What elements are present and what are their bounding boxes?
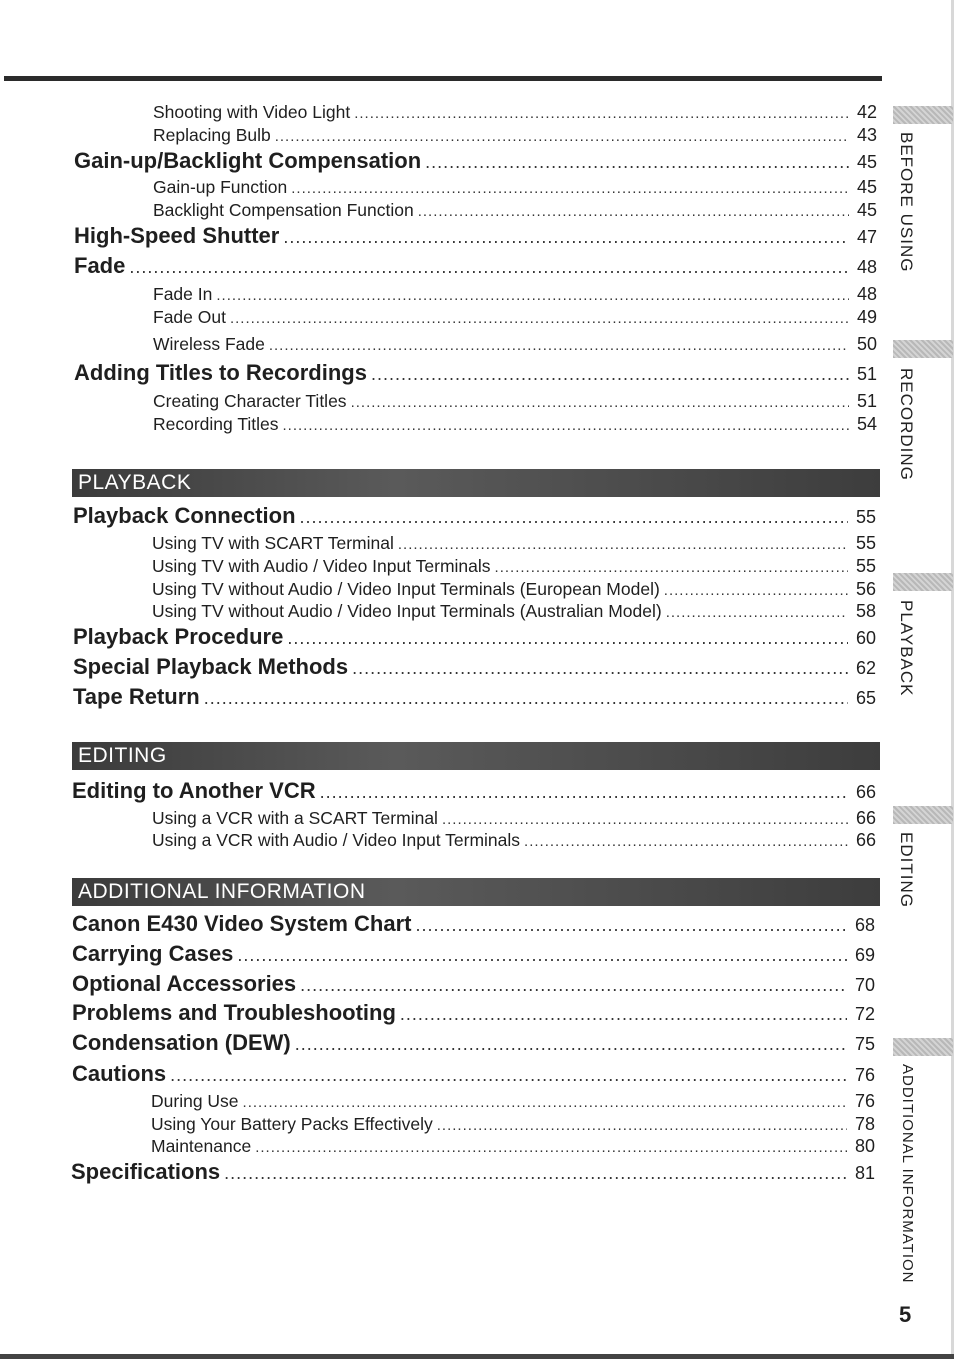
toc-title: Optional Accessories [72, 971, 297, 996]
toc-title: Using TV with SCART Terminal [152, 533, 394, 553]
toc-entry[interactable] [72, 1000, 875, 1028]
leader-dots [230, 310, 849, 327]
toc-page: 55 [855, 507, 876, 527]
toc-entry[interactable] [73, 684, 876, 712]
toc-title: Recording Titles [153, 414, 279, 434]
toc-entry[interactable] [152, 556, 876, 578]
leader-dots [295, 1034, 847, 1055]
toc-entry[interactable] [72, 1061, 875, 1089]
toc-title: During Use [151, 1091, 239, 1111]
toc-entry[interactable] [74, 223, 877, 251]
leader-dots [398, 536, 848, 553]
toc-entry[interactable] [72, 911, 875, 939]
toc-page: 50 [856, 334, 877, 354]
section-header-playback [72, 469, 880, 497]
toc-page: 62 [855, 658, 876, 678]
leader-dots [664, 582, 848, 599]
leader-dots [442, 811, 848, 828]
top-rule [4, 76, 882, 81]
leader-dots [282, 417, 849, 434]
toc-page: 55 [855, 533, 876, 553]
side-tab-marker [893, 106, 953, 124]
toc-page: 54 [856, 414, 877, 434]
toc-entry[interactable] [153, 334, 877, 356]
toc-title: Wireless Fade [153, 334, 265, 354]
section-header-editing [72, 742, 880, 770]
leader-dots [283, 227, 849, 248]
side-tab-marker [893, 340, 953, 358]
section-header-label: EDITING [78, 744, 167, 767]
leader-dots [129, 257, 849, 278]
toc-entry[interactable] [153, 200, 877, 222]
leader-dots [300, 507, 848, 528]
toc-entry[interactable] [151, 1114, 875, 1136]
toc-page: 75 [854, 1034, 875, 1054]
toc-page: 81 [854, 1163, 875, 1183]
toc-page: 56 [855, 579, 876, 599]
toc-entry[interactable] [71, 1159, 875, 1187]
leader-dots [437, 1117, 847, 1134]
toc-title: Cautions [72, 1061, 167, 1086]
toc-page: 45 [856, 200, 877, 220]
toc-page: 76 [854, 1065, 875, 1085]
leader-dots [269, 337, 849, 354]
side-tab-marker [893, 1038, 953, 1056]
side-tab-before-using: BEFORE USING [897, 132, 916, 273]
leader-dots [400, 1004, 847, 1025]
toc-title: Editing to Another VCR [72, 778, 316, 803]
leader-dots [352, 658, 848, 679]
leader-dots [320, 782, 848, 803]
toc-entry[interactable] [73, 503, 876, 531]
leader-dots [371, 364, 849, 385]
leader-dots [255, 1139, 847, 1156]
toc-title: Using a VCR with Audio / Video Input Terminals [152, 830, 521, 850]
toc-title: Replacing Bulb [153, 125, 271, 145]
leader-dots [418, 203, 849, 220]
toc-entry[interactable] [152, 830, 876, 852]
toc-title: Gain-up/Backlight Compensation [74, 148, 422, 173]
toc-title: Tape Return [73, 684, 200, 709]
toc-title: Carrying Cases [72, 941, 234, 966]
toc-page: 58 [855, 601, 876, 621]
toc-page: 66 [855, 830, 876, 850]
leader-dots [275, 128, 849, 145]
toc-title: High-Speed Shutter [74, 223, 280, 248]
side-tab-editing: EDITING [897, 832, 916, 908]
toc-page: 76 [854, 1091, 875, 1111]
toc-title: Maintenance [151, 1136, 252, 1156]
side-tab-marker [893, 573, 953, 591]
toc-title: Using Your Battery Packs Effectively [151, 1114, 433, 1134]
toc-title: Using TV without Audio / Video Input Terminals (Australian Model) [152, 601, 662, 621]
toc-entry[interactable] [153, 391, 877, 413]
toc-page: 69 [854, 945, 875, 965]
toc-page: 72 [854, 1004, 875, 1024]
toc-title: Using a VCR with a SCART Terminal [152, 808, 438, 828]
leader-dots [224, 1163, 847, 1184]
page-edge-bottom [0, 1354, 954, 1359]
toc-entry[interactable] [153, 102, 877, 124]
toc-entry[interactable] [153, 125, 877, 147]
toc-entry[interactable] [72, 778, 876, 806]
leader-dots [495, 559, 848, 576]
toc-entry[interactable] [74, 148, 877, 176]
toc-page: 60 [855, 628, 876, 648]
toc-entry[interactable] [153, 284, 877, 306]
toc-title: Specifications [71, 1159, 221, 1184]
leader-dots [416, 915, 848, 936]
leader-dots [243, 1094, 847, 1111]
toc-entry[interactable] [151, 1136, 875, 1158]
toc-title: Using TV with Audio / Video Input Terminals [152, 556, 491, 576]
toc-page: 42 [856, 102, 877, 122]
toc-entry[interactable] [152, 579, 876, 601]
toc-title: Backlight Compensation Function [153, 200, 414, 220]
toc-entry[interactable] [152, 808, 876, 830]
toc-title: Fade [74, 253, 126, 278]
toc-entry[interactable] [153, 414, 877, 436]
toc-title: Creating Character Titles [153, 391, 347, 411]
toc-title: Condensation (DEW) [72, 1030, 291, 1055]
toc-page: 78 [854, 1114, 875, 1134]
toc-page: 45 [856, 177, 877, 197]
side-tab-recording: RECORDING [897, 368, 916, 481]
side-tab-additional-information: ADDITIONAL INFORMATION [899, 1064, 916, 1284]
toc-title: Fade In [153, 284, 213, 304]
toc-page: 51 [856, 364, 877, 384]
toc-entry[interactable] [73, 654, 876, 682]
toc-title: Adding Titles to Recordings [74, 360, 367, 385]
toc-entry[interactable] [74, 360, 877, 388]
leader-dots [287, 628, 848, 649]
toc-page: 48 [856, 284, 877, 304]
leader-dots [204, 688, 848, 709]
section-header-label: PLAYBACK [78, 471, 192, 494]
toc-entry[interactable] [72, 941, 875, 969]
leader-dots [300, 975, 847, 996]
section-header-label: ADDITIONAL INFORMATION [78, 880, 366, 903]
toc-page: 51 [856, 391, 877, 411]
section-header-additional-information [72, 878, 880, 906]
leader-dots [170, 1065, 847, 1086]
toc-title: Problems and Troubleshooting [72, 1000, 396, 1025]
toc-title: Canon E430 Video System Chart [72, 911, 412, 936]
toc-entry[interactable] [72, 971, 875, 999]
toc-entry[interactable] [153, 307, 877, 329]
toc-title: Using TV without Audio / Video Input Terminals (European Model) [152, 579, 660, 599]
toc-entry[interactable] [152, 601, 876, 623]
toc-page: 55 [855, 556, 876, 576]
toc-entry[interactable] [152, 533, 876, 555]
toc-page: 66 [855, 782, 876, 802]
leader-dots [351, 394, 849, 411]
toc-entry[interactable] [72, 1030, 875, 1058]
toc-title: Special Playback Methods [73, 654, 349, 679]
leader-dots [216, 287, 849, 304]
leader-dots [425, 152, 849, 173]
toc-page: 70 [854, 975, 875, 995]
toc-page: 48 [856, 257, 877, 277]
toc-page: 68 [854, 915, 875, 935]
toc-page: 66 [855, 808, 876, 828]
toc-entry[interactable] [73, 624, 876, 652]
toc-page: 80 [854, 1136, 875, 1156]
side-tab-marker [893, 806, 953, 824]
page-number: 5 [899, 1302, 912, 1327]
leader-dots [666, 604, 848, 621]
toc-page: 49 [856, 307, 877, 327]
side-tab-playback: PLAYBACK [897, 600, 916, 697]
leader-dots [237, 945, 847, 966]
toc-title: Playback Connection [73, 503, 296, 528]
toc-page: 45 [856, 152, 877, 172]
toc-page: 47 [856, 227, 877, 247]
leader-dots [524, 833, 848, 850]
toc-entry[interactable] [153, 177, 877, 199]
toc-entry[interactable] [74, 253, 877, 281]
toc-page: 65 [855, 688, 876, 708]
toc-title: Gain-up Function [153, 177, 288, 197]
toc-title: Fade Out [153, 307, 226, 327]
leader-dots [291, 180, 849, 197]
toc-title: Playback Procedure [73, 624, 284, 649]
toc-page: 43 [856, 125, 877, 145]
leader-dots [354, 105, 849, 122]
toc-title: Shooting with Video Light [153, 102, 351, 122]
toc-entry[interactable] [151, 1091, 875, 1113]
